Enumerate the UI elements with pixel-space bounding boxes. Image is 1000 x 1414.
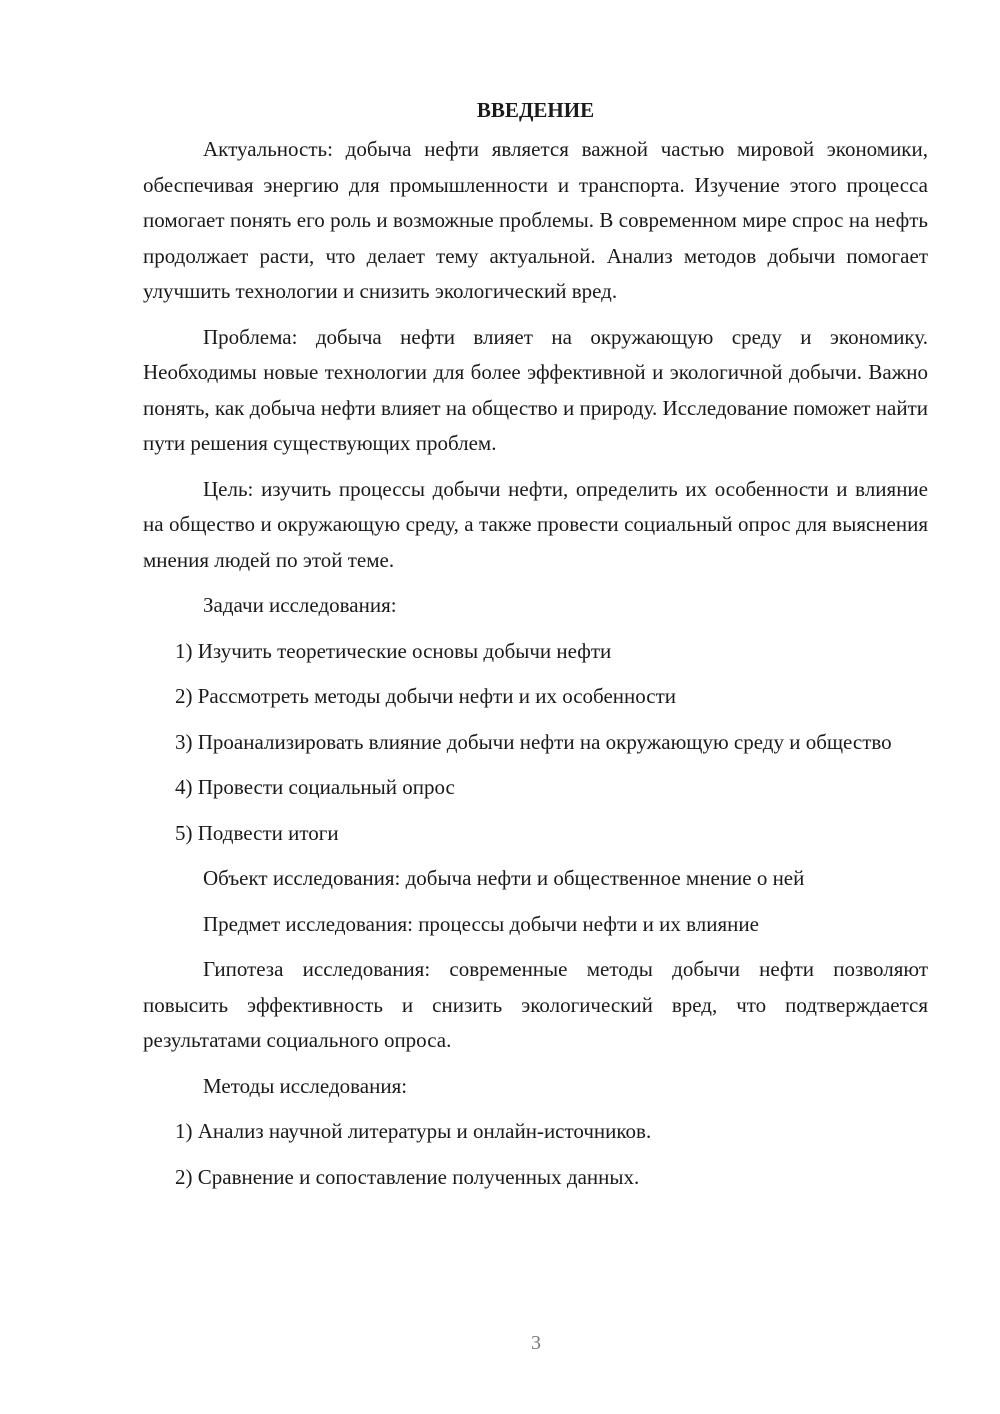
task-item-4: 4) Провести социальный опрос (175, 775, 455, 799)
task-item-5: 5) Подвести итоги (175, 820, 339, 845)
goal-paragraph: Цель: изучить процессы добычи нефти, определить их особенности и влияние на общество и окружающую среду, а также провести социальный опрос для выяснения мнения людей по этой теме. (143, 476, 928, 572)
task-item-2: 2) Рассмотреть методы добычи нефти и их особенности (175, 684, 677, 708)
section-heading: ВВЕДЕНИЕ (476, 98, 595, 122)
methods-label: Методы исследования: (203, 1073, 408, 1098)
research-object: Объект исследования: добыча нефти и общественное мнение о ней (203, 866, 805, 890)
tasks-label: Задачи исследования: (203, 593, 397, 617)
method-item-1: 1) Анализ научной литературы и онлайн-источников. (175, 1119, 652, 1143)
research-subject: Предмет исследования: процессы добычи нефти и их влияние (203, 911, 759, 936)
relevance-paragraph: Актуальность: добыча нефти является важной частью мировой экономики, обеспечивая энергию для промышленности и транспорта. Изучение этого процесса помогает понять его роль и возможные проблемы. В современном мире спрос на нефть продолжает расти, что делает тему актуальной. Анализ методов добычи помогает улучшить технологии и снизить экологический вред. (143, 137, 928, 303)
method-item-2: 2) Сравнение и сопоставление полученных данных. (175, 1164, 640, 1189)
problem-paragraph: Проблема: добыча нефти влияет на окружающую среду и экономику. Необходимы новые технологии для более эффективной и экологичной добычи. Важно понять, как добыча нефти влияет на общество и природу. Исследование поможет найти пути решения существующих проблем. (143, 324, 928, 455)
document-page (143, 92, 928, 1205)
task-item-3: 3) Проанализировать влияние добычи нефти на окружающую среду и общество (175, 729, 892, 754)
research-hypothesis: Гипотеза исследования: современные методы добычи нефти позволяют повысить эффективность и снизить экологический вред, что подтверждается результатами социального опроса. (143, 957, 928, 1052)
task-item-1: 1) Изучить теоретические основы добычи нефти (175, 638, 612, 663)
page-number: 3 (531, 1332, 541, 1354)
